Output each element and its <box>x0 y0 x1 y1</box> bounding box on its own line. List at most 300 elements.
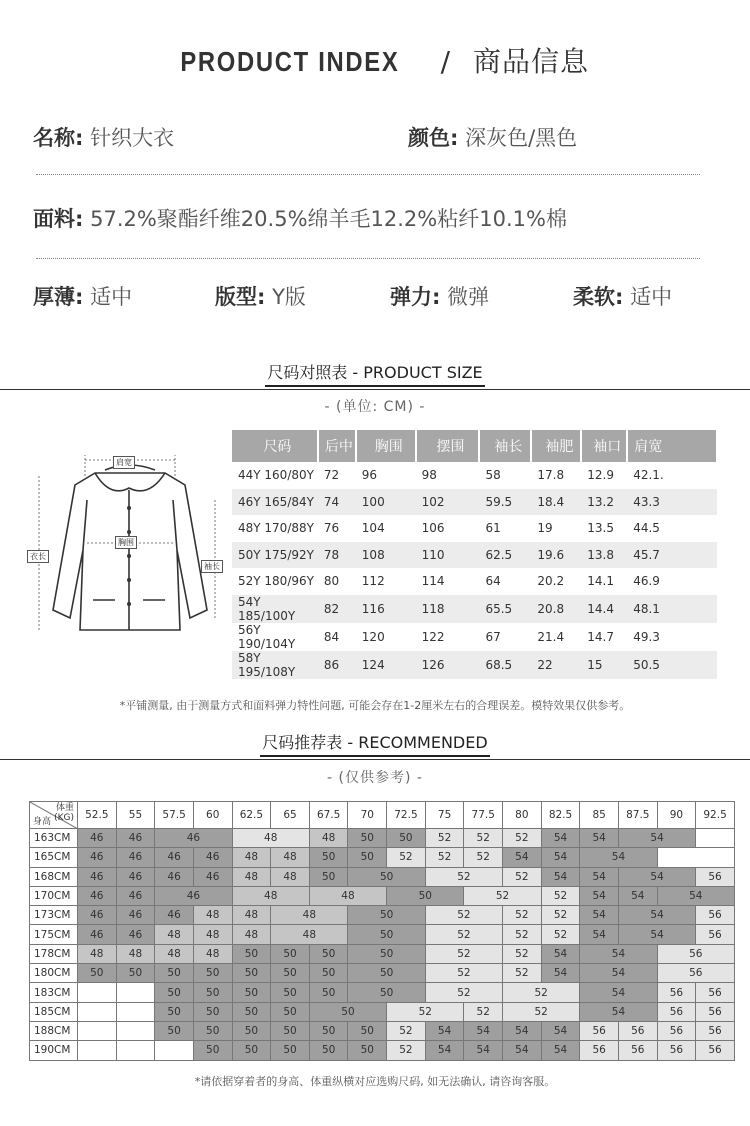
weight-header-cell: 65 <box>271 802 310 829</box>
rec-size-cell: 54 <box>541 1041 580 1060</box>
rec-size-cell: 50 <box>155 1002 194 1021</box>
rec-size-cell: 54 <box>580 886 619 905</box>
rec-size-cell: 52 <box>387 1041 426 1060</box>
rec-size-cell: 52 <box>503 944 542 963</box>
rec-size-cell: 54 <box>580 848 657 867</box>
rec-size-cell: 46 <box>155 906 194 925</box>
rec-size-cell: 48 <box>78 944 117 963</box>
rec-size-cell: 50 <box>271 983 310 1002</box>
size-value-cell: 13.2 <box>581 489 627 516</box>
rec-table-row <box>30 983 735 1002</box>
size-value-cell: 68.5 <box>479 651 531 679</box>
rec-size-cell: 50 <box>348 944 425 963</box>
rec-table-row <box>30 1021 735 1040</box>
rec-size-cell: 52 <box>503 925 542 944</box>
rec-size-cell: 50 <box>271 944 310 963</box>
rec-size-cell: 46 <box>155 829 232 848</box>
rec-size-cell <box>78 1021 117 1040</box>
rec-size-cell: 52 <box>425 906 502 925</box>
size-value-cell: 102 <box>416 489 480 516</box>
rec-size-cell: 46 <box>116 867 155 886</box>
rec-table-row <box>30 925 735 944</box>
size-value-cell: 19 <box>537 521 553 536</box>
rec-size-cell: 54 <box>618 925 695 944</box>
size-value-cell: 106 <box>421 521 445 536</box>
rec-size-cell: 56 <box>657 944 734 963</box>
rec-size-cell: 50 <box>232 1021 271 1040</box>
rec-size-cell: 54 <box>618 886 657 905</box>
size-value-cell: 19.6 <box>531 542 581 569</box>
size-unit: - (单位: CM) - <box>324 399 426 415</box>
rec-size-cell: 46 <box>193 848 232 867</box>
size-value-cell: 104 <box>361 521 385 536</box>
size-value-cell: 82 <box>318 595 356 623</box>
size-value-cell: 45.7 <box>627 542 717 569</box>
rec-size-cell: 54 <box>580 829 619 848</box>
rec-size-cell: 56 <box>657 1021 696 1040</box>
rec-size-cell: 48 <box>232 848 271 867</box>
weight-header-cell: 87.5 <box>618 802 657 829</box>
size-label-cell: 58Y 195/108Y <box>232 651 318 679</box>
rec-size-cell: 48 <box>232 829 309 848</box>
rec-size-cell: 50 <box>155 1021 194 1040</box>
rec-table-row <box>30 829 735 848</box>
size-table-row <box>232 651 717 679</box>
rec-size-cell: 50 <box>348 983 425 1002</box>
rec-size-cell: 48 <box>309 829 348 848</box>
rec-size-cell: 56 <box>657 983 696 1002</box>
rec-size-cell: 46 <box>155 848 194 867</box>
rec-size-cell: 56 <box>696 1002 735 1021</box>
rec-size-cell <box>116 1002 155 1021</box>
size-value-cell: 58 <box>485 468 501 483</box>
rec-size-cell: 50 <box>348 925 425 944</box>
rec-size-cell: 50 <box>309 848 348 867</box>
recommended-size-table <box>29 801 735 1061</box>
rec-table-header <box>30 802 735 829</box>
corner-height: 身高 <box>33 817 52 827</box>
rec-size-cell: 48 <box>193 925 232 944</box>
height-label-cell: 188CM <box>30 1021 78 1040</box>
rec-size-cell: 48 <box>232 906 271 925</box>
rec-table-row <box>30 1041 735 1060</box>
rec-table-row <box>30 964 735 983</box>
size-value-cell: 17.8 <box>537 468 565 483</box>
size-value-cell: 50.5 <box>627 651 717 679</box>
size-label-cell: 50Y 175/92Y <box>232 542 318 569</box>
rec-size-cell: 52 <box>425 848 464 867</box>
rec-size-cell: 56 <box>580 1021 619 1040</box>
rec-size-cell: 52 <box>541 886 580 905</box>
rec-size-cell: 50 <box>387 829 426 848</box>
rec-size-cell: 56 <box>696 925 735 944</box>
height-label-cell: 185CM <box>30 1002 78 1021</box>
rec-size-cell: 50 <box>309 1041 348 1060</box>
size-label-cell: 44Y 160/80Y <box>238 468 314 483</box>
rec-size-cell <box>657 848 734 867</box>
rec-size-cell: 52 <box>387 848 426 867</box>
rec-size-cell: 56 <box>618 1041 657 1060</box>
size-value-cell: 13.5 <box>587 521 614 536</box>
rec-size-cell: 50 <box>193 983 232 1002</box>
rec-size-cell: 52 <box>541 906 580 925</box>
rec-size-cell: 48 <box>232 867 271 886</box>
size-value-cell: 84 <box>323 629 340 644</box>
weight-header-cell: 52.5 <box>78 802 117 829</box>
size-value-cell: 118 <box>416 595 480 623</box>
info-name: 名称: 针织大衣 <box>33 126 175 150</box>
size-value-cell: 14.1 <box>587 574 614 589</box>
info-thickness: 厚薄: 适中 <box>33 285 133 309</box>
rec-size-cell: 50 <box>116 964 155 983</box>
rec-size-cell: 48 <box>271 867 310 886</box>
product-size-table <box>232 430 718 679</box>
size-value-cell: 46.9 <box>633 574 660 589</box>
size-value-cell: 98 <box>421 468 437 483</box>
rec-size-cell: 52 <box>464 848 503 867</box>
rec-size-cell: 56 <box>696 867 735 886</box>
size-label-cell: 46Y 165/84Y <box>232 489 318 516</box>
rec-size-cell: 48 <box>271 906 348 925</box>
size-value-cell: 14.4 <box>581 595 627 623</box>
rec-size-cell: 50 <box>309 944 348 963</box>
size-label-cell: 56Y 190/104Y <box>238 622 296 651</box>
rec-size-cell: 50 <box>193 1002 232 1021</box>
height-label-cell: 168CM <box>30 867 78 886</box>
rec-size-cell: 50 <box>271 1002 310 1021</box>
rec-size-cell: 54 <box>464 1041 503 1060</box>
rec-size-cell: 52 <box>503 1002 580 1021</box>
rec-table-row <box>30 867 735 886</box>
rec-size-cell: 54 <box>425 1021 464 1040</box>
rec-size-cell: 52 <box>425 944 502 963</box>
jacket-diagram <box>25 440 235 640</box>
weight-header-cell: 55 <box>116 802 155 829</box>
size-table-row <box>232 489 717 516</box>
info-fabric: 面料: 57.2%聚酯纤维20.5%绵羊毛12.2%粘纤10.1%棉 <box>33 207 567 231</box>
weight-header-cell: 62.5 <box>232 802 271 829</box>
rec-size-cell: 52 <box>425 867 502 886</box>
height-label-cell: 180CM <box>30 964 78 983</box>
label-chest: 胸围 <box>115 536 137 549</box>
rec-size-cell: 52 <box>464 1002 503 1021</box>
rec-size-cell <box>78 983 117 1002</box>
rec-size-cell: 46 <box>78 867 117 886</box>
size-value-cell: 110 <box>416 542 480 569</box>
rec-size-cell: 56 <box>657 1002 696 1021</box>
rec-size-cell: 52 <box>425 964 502 983</box>
rec-size-cell: 54 <box>580 906 619 925</box>
weight-header-cell: 72.5 <box>387 802 426 829</box>
rec-size-cell: 50 <box>193 1041 232 1060</box>
rec-size-cell: 52 <box>387 1021 426 1040</box>
height-label-cell: 190CM <box>30 1041 78 1060</box>
size-value-cell: 78 <box>318 542 356 569</box>
rec-size-cell: 56 <box>657 964 734 983</box>
rec-size-cell: 50 <box>309 964 348 983</box>
rec-size-cell: 50 <box>271 1041 310 1060</box>
label-shoulder: 肩宽 <box>113 456 135 469</box>
size-value-cell: 122 <box>421 629 445 644</box>
rec-size-cell: 52 <box>387 1002 464 1021</box>
rec-size-cell: 50 <box>271 1021 310 1040</box>
rec-table-row <box>30 886 735 905</box>
weight-header-cell: 77.5 <box>464 802 503 829</box>
size-table-row <box>232 515 717 542</box>
rec-unit: - (仅供参考) - <box>327 770 423 786</box>
rec-size-cell: 48 <box>193 906 232 925</box>
rec-size-cell: 52 <box>425 829 464 848</box>
rec-size-cell: 56 <box>696 1021 735 1040</box>
rec-size-cell: 50 <box>155 983 194 1002</box>
size-value-cell: 100 <box>356 489 416 516</box>
rec-size-cell <box>696 829 735 848</box>
size-value-cell: 48.1 <box>627 595 717 623</box>
rec-size-cell: 52 <box>503 983 580 1002</box>
rec-size-cell: 54 <box>425 1041 464 1060</box>
rec-size-cell: 56 <box>657 1041 696 1060</box>
rec-size-cell: 50 <box>348 848 387 867</box>
rec-size-cell <box>78 1041 117 1060</box>
rec-size-cell: 54 <box>503 1041 542 1060</box>
rec-size-cell: 50 <box>309 1021 348 1040</box>
info-fit: 版型: Y版 <box>215 285 306 309</box>
size-label-cell: 48Y 170/88Y <box>238 521 314 536</box>
rec-table-row <box>30 848 735 867</box>
size-value-cell: 59.5 <box>479 489 531 516</box>
size-value-cell: 14.7 <box>587 629 614 644</box>
rec-size-cell: 46 <box>116 848 155 867</box>
title-separator: / <box>440 45 452 78</box>
page-title <box>0 40 750 80</box>
rec-size-cell: 52 <box>425 925 502 944</box>
rec-size-cell: 46 <box>116 906 155 925</box>
rec-size-cell: 50 <box>348 867 425 886</box>
label-sleeve: 袖长 <box>201 560 223 573</box>
weight-header-cell: 90 <box>657 802 696 829</box>
size-value-cell: 22 <box>531 651 581 679</box>
rec-size-cell: 50 <box>155 964 194 983</box>
height-label-cell: 183CM <box>30 983 78 1002</box>
rec-size-cell: 46 <box>78 925 117 944</box>
rec-size-cell: 54 <box>580 867 619 886</box>
size-value-cell: 76 <box>323 521 340 536</box>
rec-size-cell: 50 <box>232 983 271 1002</box>
rec-size-cell: 46 <box>78 886 117 905</box>
section-rule <box>0 389 750 390</box>
size-label-cell: 54Y 185/100Y <box>232 595 318 623</box>
rec-size-cell: 50 <box>348 829 387 848</box>
rec-section-title: 尺码推荐表 - RECOMMENDED <box>0 730 750 757</box>
weight-header-cell: 60 <box>193 802 232 829</box>
divider <box>36 174 700 175</box>
rec-size-cell <box>116 1021 155 1040</box>
rec-size-cell: 50 <box>348 1021 387 1040</box>
rec-size-cell: 50 <box>232 1002 271 1021</box>
size-value-cell: 112 <box>361 574 385 589</box>
weight-header-cell: 75 <box>425 802 464 829</box>
size-value-cell: 64 <box>485 574 501 589</box>
rec-table-row <box>30 944 735 963</box>
size-table-header: 尺码 后中 胸围 摆围 袖长 袖肥 袖口 肩宽 <box>232 430 717 462</box>
size-table-row <box>232 568 717 595</box>
size-value-cell: 21.4 <box>537 629 565 644</box>
rec-size-cell: 54 <box>541 848 580 867</box>
rec-size-cell <box>116 983 155 1002</box>
rec-size-cell <box>155 1041 194 1060</box>
weight-header-cell: 85 <box>580 802 619 829</box>
rec-size-cell: 56 <box>618 1021 657 1040</box>
size-value-cell: 12.9 <box>587 468 614 483</box>
height-label-cell: 170CM <box>30 886 78 905</box>
weight-header-cell: 82.5 <box>541 802 580 829</box>
size-value-cell: 61 <box>485 521 501 536</box>
rec-size-cell: 48 <box>232 886 309 905</box>
rec-size-cell: 54 <box>580 983 657 1002</box>
size-value-cell: 49.3 <box>633 629 660 644</box>
rec-size-cell: 54 <box>464 1021 503 1040</box>
size-value-cell: 67 <box>485 629 501 644</box>
rec-size-cell: 46 <box>155 867 194 886</box>
size-value-cell: 126 <box>416 651 480 679</box>
rec-size-cell: 54 <box>541 944 580 963</box>
rec-size-cell: 54 <box>580 944 657 963</box>
rec-size-cell: 50 <box>348 1041 387 1060</box>
size-value-cell: 116 <box>356 595 416 623</box>
rec-size-cell: 48 <box>271 925 348 944</box>
rec-size-cell: 50 <box>387 886 464 905</box>
weight-header-cell: 70 <box>348 802 387 829</box>
rec-size-cell: 50 <box>193 964 232 983</box>
rec-size-cell: 48 <box>309 886 386 905</box>
rec-size-cell: 50 <box>78 964 117 983</box>
rec-size-cell: 52 <box>503 964 542 983</box>
rec-size-cell: 46 <box>116 886 155 905</box>
size-value-cell: 120 <box>361 629 385 644</box>
rec-size-cell: 54 <box>580 1002 657 1021</box>
size-table-row <box>232 462 717 489</box>
rec-size-cell: 54 <box>657 886 734 905</box>
rec-size-cell: 54 <box>618 829 695 848</box>
size-value-cell: 74 <box>318 489 356 516</box>
rec-table-row <box>30 1002 735 1021</box>
rec-size-cell: 50 <box>232 964 271 983</box>
rec-size-cell: 48 <box>193 944 232 963</box>
size-value-cell: 72 <box>323 468 340 483</box>
rec-size-cell: 50 <box>309 983 348 1002</box>
title-english: PRODUCT INDEX <box>180 46 400 77</box>
rec-size-cell: 54 <box>580 925 619 944</box>
rec-size-cell: 50 <box>348 906 425 925</box>
rec-size-cell: 50 <box>309 1002 386 1021</box>
size-value-cell: 108 <box>356 542 416 569</box>
rec-size-cell <box>116 1041 155 1060</box>
size-table-row <box>232 542 717 569</box>
rec-size-cell: 46 <box>116 829 155 848</box>
size-value-cell: 20.8 <box>531 595 581 623</box>
rec-size-cell: 46 <box>193 867 232 886</box>
rec-size-cell: 52 <box>503 829 542 848</box>
size-note: *平铺测量, 由于测量方式和面料弹力特性问题, 可能会存在1-2厘米左右的合理误差。模特效果仅供参考。 <box>119 699 631 712</box>
rec-size-cell: 54 <box>503 848 542 867</box>
rec-size-cell: 56 <box>696 983 735 1002</box>
rec-size-cell: 50 <box>309 867 348 886</box>
rec-size-cell: 54 <box>618 867 695 886</box>
height-label-cell: 165CM <box>30 848 78 867</box>
title-chinese: 商品信息 <box>473 45 590 78</box>
rec-size-cell: 52 <box>503 867 542 886</box>
size-value-cell: 44.5 <box>633 521 660 536</box>
size-value-cell: 124 <box>356 651 416 679</box>
size-value-cell: 43.3 <box>627 489 717 516</box>
size-value-cell: 114 <box>421 574 445 589</box>
weight-header-cell: 57.5 <box>155 802 194 829</box>
size-value-cell: 20.2 <box>537 574 565 589</box>
rec-size-cell: 52 <box>464 829 503 848</box>
size-value-cell: 18.4 <box>531 489 581 516</box>
rec-size-cell: 46 <box>78 848 117 867</box>
info-softness: 柔软: 适中 <box>573 285 673 309</box>
size-section-title: 尺码对照表 - PRODUCT SIZE <box>0 360 750 387</box>
rec-size-cell: 46 <box>116 925 155 944</box>
rec-size-cell: 50 <box>348 964 425 983</box>
rec-size-cell: 50 <box>193 1021 232 1040</box>
size-value-cell: 42.1. <box>633 468 664 483</box>
rec-size-cell: 54 <box>580 964 657 983</box>
rec-size-cell: 54 <box>541 964 580 983</box>
rec-size-cell: 54 <box>541 1021 580 1040</box>
rec-size-cell: 54 <box>541 867 580 886</box>
size-value-cell: 15 <box>581 651 627 679</box>
size-value-cell: 80 <box>323 574 340 589</box>
size-label-cell: 52Y 180/96Y <box>238 574 314 589</box>
size-value-cell: 62.5 <box>479 542 531 569</box>
size-value-cell: 86 <box>318 651 356 679</box>
rec-size-cell: 46 <box>155 886 232 905</box>
rec-note: *请依据穿着者的身高、体重纵横对应选购尺码, 如无法确认, 请咨询客服。 <box>194 1075 556 1088</box>
rec-size-cell <box>78 1002 117 1021</box>
rec-size-cell: 48 <box>271 848 310 867</box>
weight-header-cell: 80 <box>503 802 542 829</box>
corner-weight: 体重 (KG) <box>54 803 74 823</box>
rec-size-cell: 48 <box>155 944 194 963</box>
rec-size-cell: 54 <box>503 1021 542 1040</box>
rec-size-cell: 56 <box>696 906 735 925</box>
size-value-cell: 13.8 <box>581 542 627 569</box>
size-table-row <box>232 623 717 651</box>
section-rule <box>0 759 750 760</box>
height-label-cell: 173CM <box>30 906 78 925</box>
rec-table-row <box>30 906 735 925</box>
rec-size-cell: 50 <box>271 964 310 983</box>
rec-size-cell: 56 <box>696 1041 735 1060</box>
rec-size-cell: 54 <box>541 829 580 848</box>
rec-size-cell: 52 <box>503 906 542 925</box>
height-label-cell: 175CM <box>30 925 78 944</box>
info-elasticity: 弹力: 微弹 <box>390 285 490 309</box>
rec-corner-cell <box>30 802 78 829</box>
size-value-cell: 96 <box>361 468 378 483</box>
rec-size-cell: 52 <box>541 925 580 944</box>
size-table-row <box>232 595 717 623</box>
rec-size-cell: 48 <box>155 925 194 944</box>
size-value-cell: 65.5 <box>479 595 531 623</box>
rec-size-cell: 48 <box>232 925 271 944</box>
rec-size-cell: 48 <box>116 944 155 963</box>
rec-size-cell: 46 <box>78 906 117 925</box>
divider <box>36 258 700 259</box>
rec-size-cell: 56 <box>580 1041 619 1060</box>
